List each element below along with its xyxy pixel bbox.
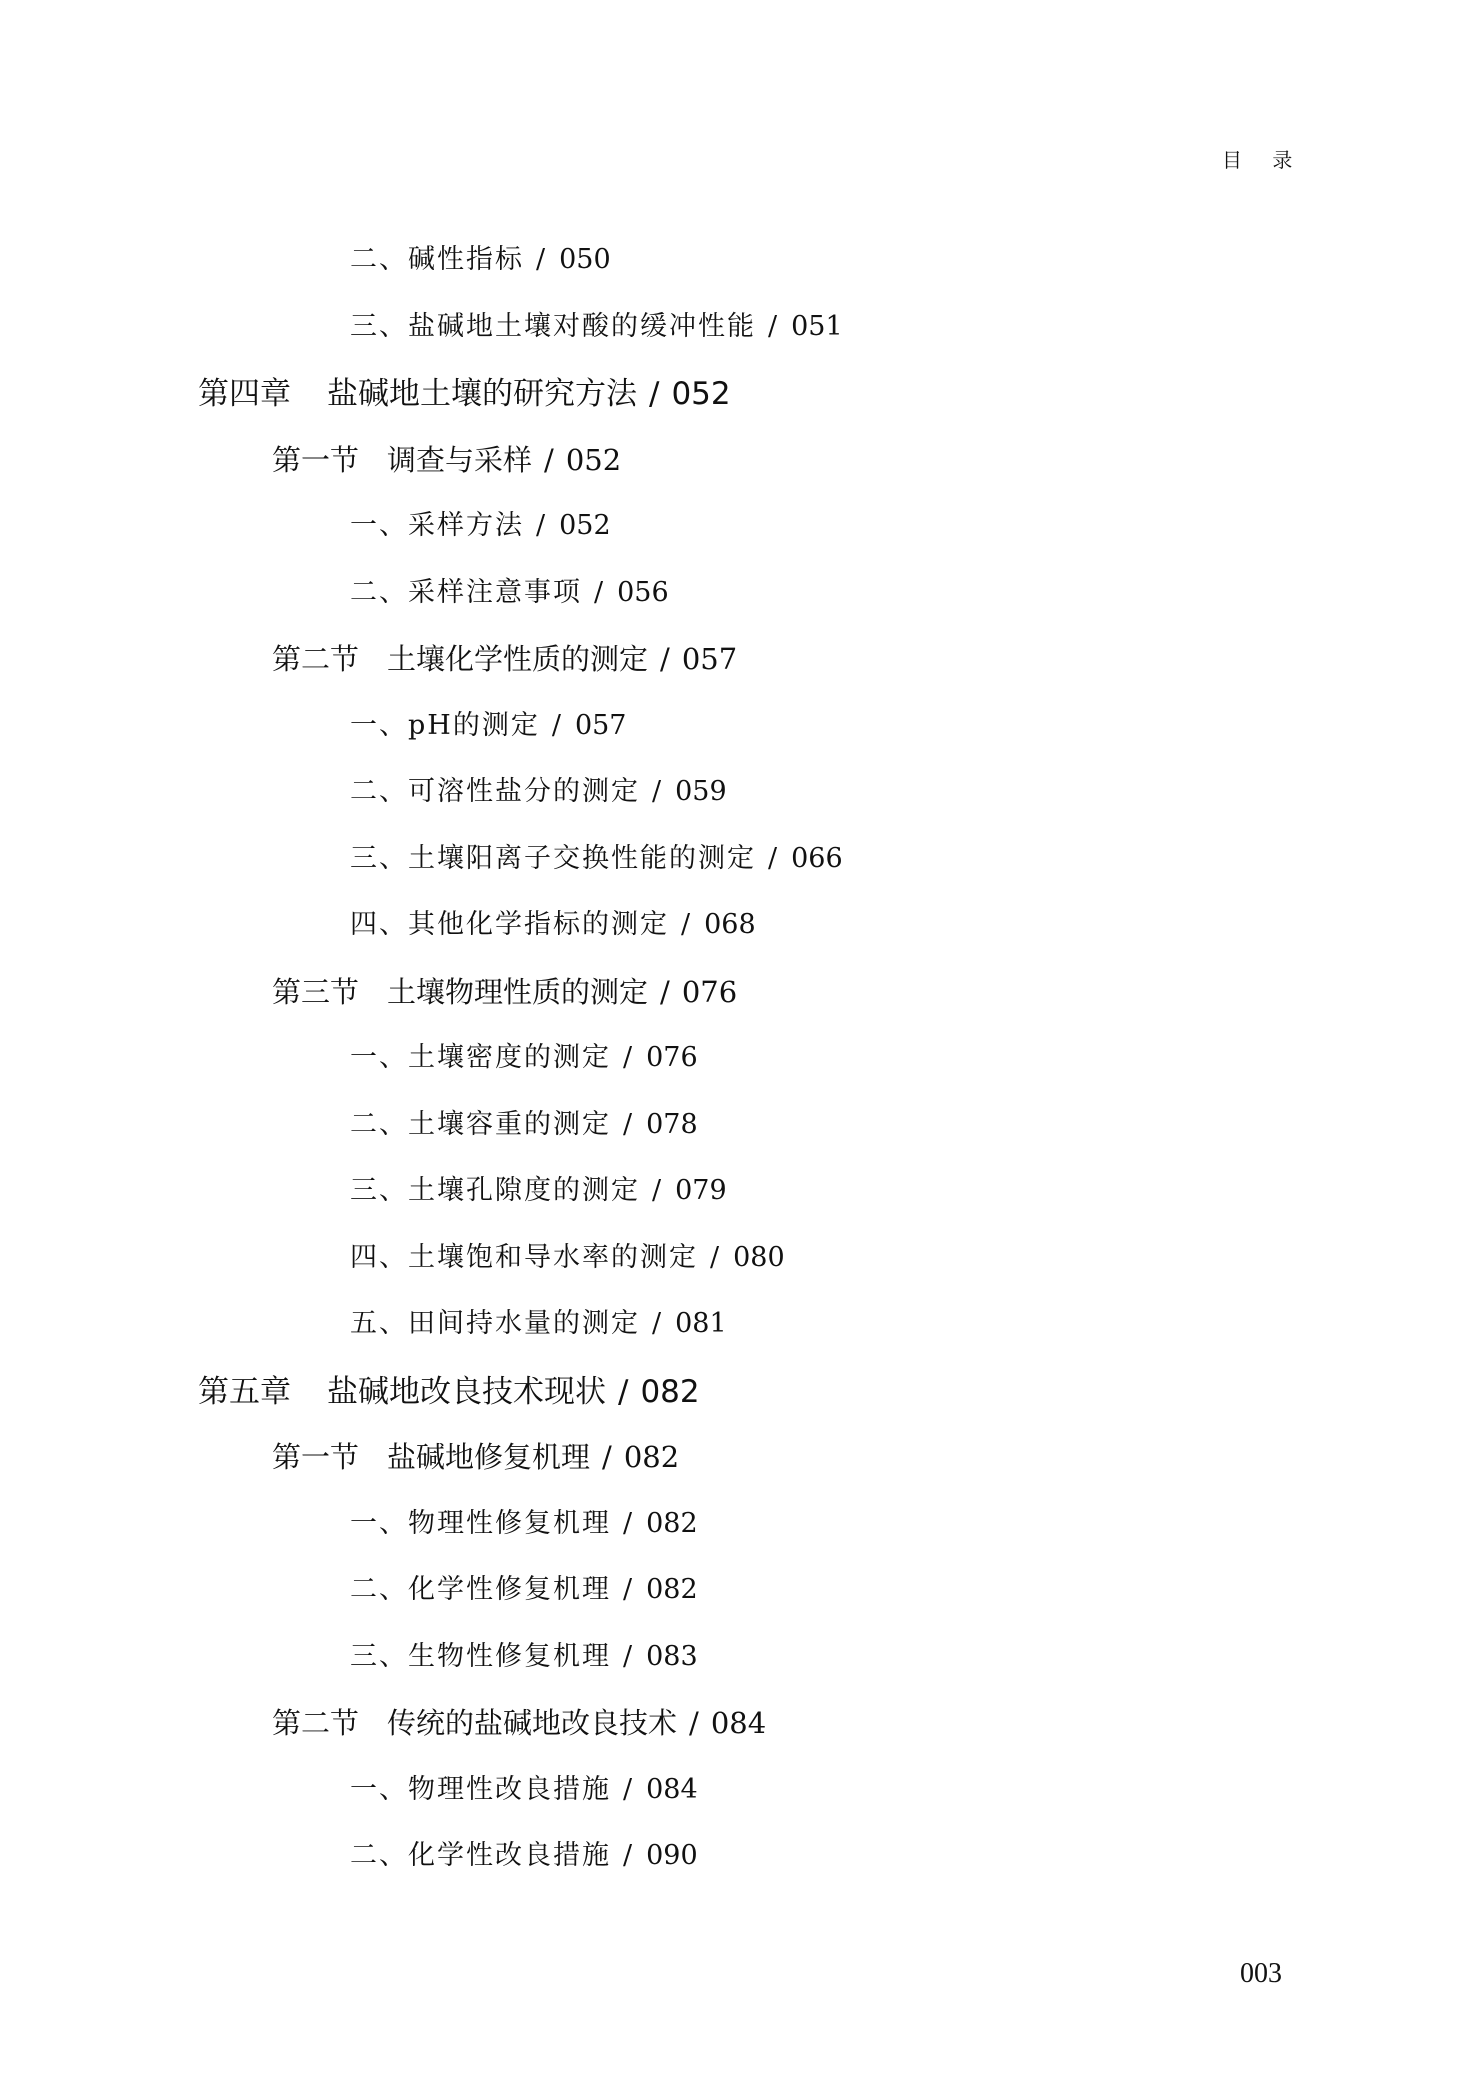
- toc-entry-page: 076: [681, 975, 738, 1009]
- toc-entry-title: 盐碱地改良技术现状: [327, 1374, 606, 1410]
- toc-entry-title: 土壤容重的测定: [408, 1109, 611, 1140]
- toc-entry-number: 二、: [350, 577, 408, 608]
- toc-entry-chapter: [198, 376, 731, 412]
- toc-separator: /: [689, 1706, 699, 1740]
- toc-entry-number: 三、: [350, 1175, 408, 1206]
- toc-entry-title: 调查与采样: [387, 443, 533, 477]
- toc-entry-page: 090: [646, 1840, 698, 1871]
- toc-entry-item: [350, 246, 611, 273]
- toc-entry-number: 第一节: [272, 443, 360, 477]
- toc-entry-chapter: [198, 1374, 700, 1410]
- toc-entry-title: 其他化学指标的测定: [408, 909, 669, 940]
- toc-separator: /: [652, 1175, 664, 1206]
- toc-separator: /: [652, 1308, 664, 1339]
- toc-separator: /: [649, 376, 660, 412]
- toc-entry-item: [350, 1776, 698, 1803]
- toc-entry-number: 四、: [350, 909, 408, 940]
- toc-entry-title: 物理性修复机理: [408, 1508, 611, 1539]
- toc-separator: /: [618, 1374, 629, 1410]
- toc-entry-item: [350, 1510, 698, 1537]
- toc-entry-page: 084: [646, 1774, 698, 1805]
- toc-separator: /: [536, 244, 548, 275]
- toc-separator: /: [623, 1042, 635, 1073]
- toc-separator: /: [768, 311, 780, 342]
- toc-entry-item: [350, 313, 843, 340]
- toc-separator: /: [623, 1508, 635, 1539]
- toc-entry-item: [350, 1044, 698, 1071]
- page-number: 003: [1240, 1958, 1282, 1989]
- toc-entry-page: 080: [733, 1242, 785, 1273]
- toc-separator: /: [660, 975, 670, 1009]
- toc-entry-number: 第二节: [272, 642, 360, 676]
- toc-separator: /: [594, 577, 606, 608]
- toc-separator: /: [544, 443, 554, 477]
- toc-entry-number: 五、: [350, 1308, 408, 1339]
- toc-entry-number: 第三节: [272, 975, 360, 1009]
- toc-entry-title: 生物性修复机理: [408, 1641, 611, 1672]
- toc-separator: /: [623, 1774, 635, 1805]
- toc-entry-title: 盐碱地土壤的研究方法: [327, 376, 637, 412]
- toc-separator: /: [768, 843, 780, 874]
- toc-entry-page: 052: [559, 510, 611, 541]
- toc-entry-page: 084: [710, 1706, 767, 1740]
- toc-entry-number: 第四章: [198, 376, 291, 412]
- toc-separator: /: [623, 1109, 635, 1140]
- toc-entry-page: 083: [646, 1641, 698, 1672]
- running-header: 目 录: [1222, 148, 1305, 172]
- toc-entry-item: [350, 512, 611, 539]
- toc-separator: /: [652, 776, 664, 807]
- toc-entry-number: 一、: [350, 1042, 408, 1073]
- toc-entry-item: [350, 1643, 698, 1670]
- toc-entry-page: 068: [704, 909, 756, 940]
- toc-separator: /: [623, 1641, 635, 1672]
- toc-entry-section: [272, 975, 738, 1009]
- toc-entry-number: 二、: [350, 1109, 408, 1140]
- toc-entry-section: [272, 443, 622, 477]
- toc-entry-title: 土壤饱和导水率的测定: [408, 1242, 698, 1273]
- toc-entry-page: 082: [640, 1374, 700, 1410]
- toc-entry-title: 土壤密度的测定: [408, 1042, 611, 1073]
- toc-entry-section: [272, 1706, 767, 1740]
- toc-entry-page: 052: [671, 376, 731, 412]
- toc-entry-item: [350, 845, 843, 872]
- toc-entry-number: 三、: [350, 1641, 408, 1672]
- toc-entry-item: [350, 1177, 727, 1204]
- toc-entry-title: 土壤孔隙度的测定: [408, 1175, 640, 1206]
- toc-entry-page: 056: [617, 577, 669, 608]
- toc-entry-number: 二、: [350, 776, 408, 807]
- toc-entry-section: [272, 1440, 680, 1474]
- toc-entry-item: [350, 1576, 698, 1603]
- toc-separator: /: [602, 1440, 612, 1474]
- toc-entry-title: 采样方法: [408, 510, 524, 541]
- toc-entry-number: 第一节: [272, 1440, 360, 1474]
- toc-entry-page: 082: [646, 1574, 698, 1605]
- toc-entry-title: 盐碱地土壤对酸的缓冲性能: [408, 311, 756, 342]
- toc-entry-item: [350, 911, 756, 938]
- toc-entry-number: 三、: [350, 311, 408, 342]
- toc-entry-title: 可溶性盐分的测定: [408, 776, 640, 807]
- toc-entry-title: pH的测定: [408, 710, 540, 741]
- toc-entry-title: 田间持水量的测定: [408, 1308, 640, 1339]
- toc-entry-page: 057: [681, 642, 738, 676]
- toc-separator: /: [551, 710, 563, 741]
- toc-entry-title: 土壤阳离子交换性能的测定: [408, 843, 756, 874]
- toc-entry-item: [350, 1244, 785, 1271]
- toc-entry-title: 采样注意事项: [408, 577, 582, 608]
- toc-entry-page: 076: [646, 1042, 698, 1073]
- toc-entry-number: 二、: [350, 1840, 408, 1871]
- toc-entry-number: 四、: [350, 1242, 408, 1273]
- toc-entry-title: 化学性改良措施: [408, 1840, 611, 1871]
- toc-entry-title: 物理性改良措施: [408, 1774, 611, 1805]
- toc-entry-page: 066: [791, 843, 843, 874]
- toc-entry-page: 050: [559, 244, 611, 275]
- toc-entry-number: 二、: [350, 1574, 408, 1605]
- toc-entry-page: 059: [675, 776, 727, 807]
- toc-separator: /: [710, 1242, 722, 1273]
- toc-entry-title: 化学性修复机理: [408, 1574, 611, 1605]
- toc-entry-title: 碱性指标: [408, 244, 524, 275]
- toc-separator: /: [623, 1574, 635, 1605]
- toc-entry-number: 第二节: [272, 1706, 360, 1740]
- toc-entry-page: 082: [646, 1508, 698, 1539]
- toc-entry-page: 057: [574, 710, 627, 741]
- toc-entry-title: 传统的盐碱地改良技术: [387, 1706, 678, 1740]
- toc-separator: /: [623, 1840, 635, 1871]
- toc-entry-item: [350, 778, 727, 805]
- toc-entry-number: 一、: [350, 710, 408, 741]
- toc-entry-item: [350, 579, 669, 606]
- toc-separator: /: [681, 909, 693, 940]
- toc-entry-page: 051: [791, 311, 843, 342]
- toc-entry-item: [350, 1842, 698, 1869]
- toc-entry-number: 一、: [350, 1774, 408, 1805]
- toc-entry-number: 三、: [350, 843, 408, 874]
- toc-entry-number: 第五章: [198, 1374, 291, 1410]
- toc-entry-item: [350, 712, 627, 739]
- toc-entry-item: [350, 1111, 698, 1138]
- toc-separator: /: [536, 510, 548, 541]
- toc-entry-item: [350, 1310, 727, 1337]
- toc-entry-page: 052: [565, 443, 622, 477]
- toc-entry-title: 盐碱地修复机理: [387, 1440, 591, 1474]
- toc-entry-number: 二、: [350, 244, 408, 275]
- toc-separator: /: [660, 642, 670, 676]
- toc-entry-page: 081: [675, 1308, 727, 1339]
- toc-entry-page: 078: [646, 1109, 698, 1140]
- toc-entry-title: 土壤物理性质的测定: [387, 975, 649, 1009]
- toc-entry-title: 土壤化学性质的测定: [387, 642, 649, 676]
- toc-entry-section: [272, 642, 738, 676]
- toc-entry-page: 079: [675, 1175, 727, 1206]
- toc-entry-page: 082: [623, 1440, 680, 1474]
- toc-entry-number: 一、: [350, 1508, 408, 1539]
- toc-entry-number: 一、: [350, 510, 408, 541]
